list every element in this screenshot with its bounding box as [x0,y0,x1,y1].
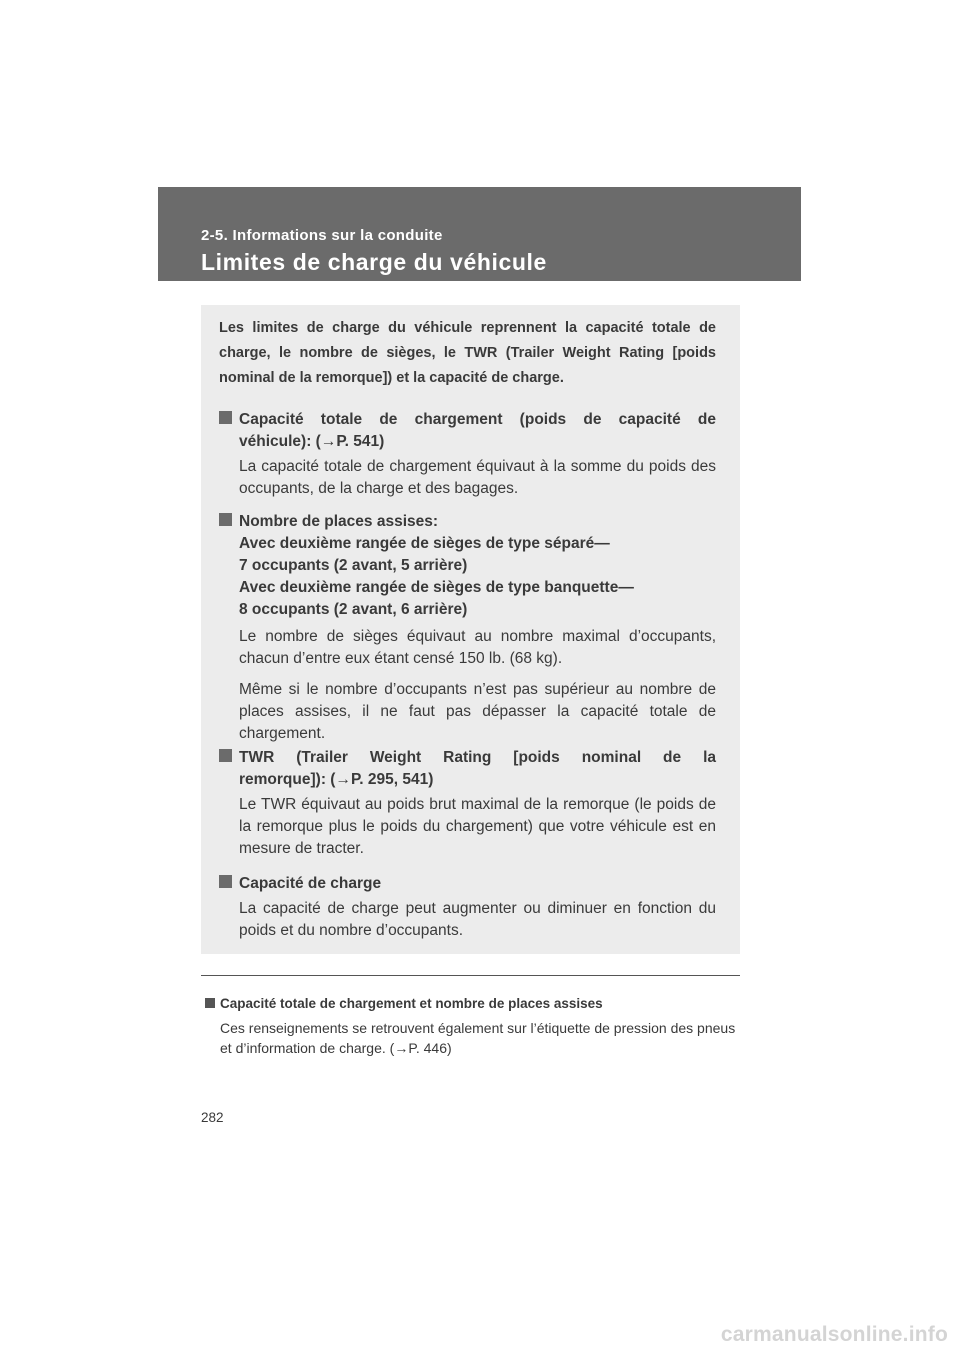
item-title: TWR (Trailer Weight Rating [poids nominal de la remorque]): (→P. 295, 541) [239,749,716,788]
item-twr [219,747,716,860]
note-title: Capacité totale de chargement et nombre de places assises [220,996,603,1011]
item-title: Nombre de places assises: Avec deuxième rangée de sièges de type séparé— 7 occupants (2 avant, 5 arrière) Avec deuxième rangée de sièges de type banquette— 8 occupants (2 avant, 6 arrière) [239,513,634,618]
item-cargo-capacity [219,873,716,942]
square-bullet-icon [219,875,232,888]
page-number: 282 [201,1110,224,1125]
item-description: Même si le nombre d’occupants n’est pas supérieur au nombre de places assises, il ne faut pas dépasser la capacité totale de chargement. [239,681,716,742]
note-body: Ces renseignements se retrouvent également sur l’étiquette de pression des pneus et d’information de charge. (→P. 446) [220,1020,736,1056]
square-bullet-icon [219,513,232,526]
item-seating-capacity [219,511,716,745]
square-bullet-icon [219,749,232,762]
item-description: Le nombre de sièges équivaut au nombre maximal d’occupants, chacun d’entre eux étant censé 150 lb. (68 kg). [239,628,716,667]
item-title: Capacité de charge [239,875,382,892]
section-label: 2-5. Informations sur la conduite [201,227,443,244]
item-total-load-capacity [219,409,716,500]
section-header [158,187,801,281]
square-bullet-icon [219,411,232,424]
summary-box [201,305,740,954]
divider [201,975,740,976]
item-description: La capacité totale de chargement équivaut à la somme du poids des occupants, de la charge et des bagages. [239,458,716,497]
item-description: Le TWR équivaut au poids brut maximal de la remorque (le poids de la remorque plus le poids du chargement) que votre véhicule est en mesure de tracter. [239,796,716,857]
square-bullet-icon [205,998,215,1008]
watermark: carmanualsonline.info [720,1323,948,1346]
intro-paragraph: Les limites de charge du véhicule reprennent la capacité totale de charge, le nombre de sièges, le TWR (Trailer Weight Rating [poids nominal de la remorque]) et la capacité de charge. [219,320,716,386]
item-title: Capacité totale de chargement (poids de capacité de véhicule): (→P. 541) [239,411,716,450]
note-section [205,994,740,1058]
page-title: Limites de charge du véhicule [201,249,547,275]
item-description: La capacité de charge peut augmenter ou diminuer en fonction du poids et du nombre d’occupants. [239,900,716,939]
